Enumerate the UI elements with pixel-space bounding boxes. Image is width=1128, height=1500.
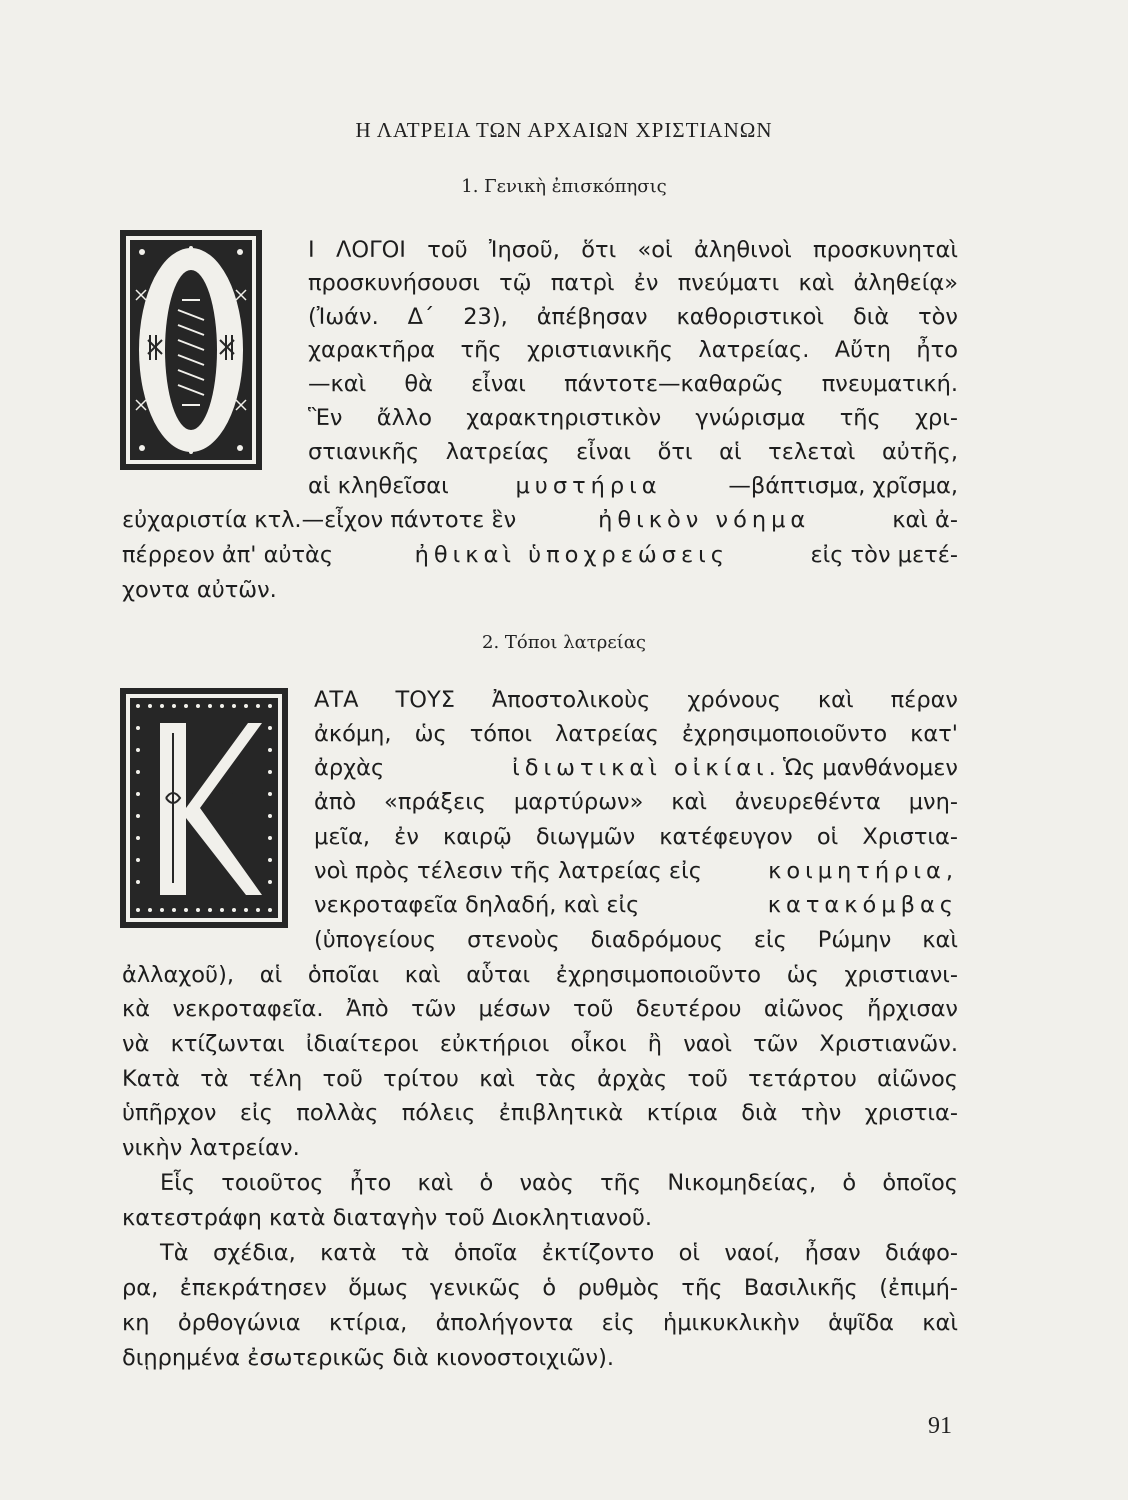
text-line: ἀλλαχοῦ), αἱ ὁποῖαι καὶ αὗται ἐχρησιμοποιοῦντο ὡς χριστιανι-	[122, 962, 958, 988]
text-line	[314, 890, 958, 920]
emphasized-term: ἠθικαὶ ὑποχρεώσεις	[414, 542, 729, 568]
text-line: μεῖα, ἐν καιρῷ διωγμῶν κατέφευγον οἱ Χριστια-	[314, 824, 958, 850]
text-fragment: εἰς τὸν μετέ-	[810, 542, 958, 568]
text-fragment: —βάπτισμα, χρῖσμα,	[728, 473, 958, 499]
emphasized-term: ἠθικὸν νόημα	[598, 507, 811, 533]
text-line: ΑΤΑ ΤΟΥΣ Ἀποστολικοὺς χρόνους καὶ πέραν	[314, 687, 958, 713]
text-line: Κατὰ τὰ τέλη τοῦ τρίτου καὶ τὰς ἀρχὰς τοῦ τετάρτου αἰῶνος	[122, 1066, 958, 1092]
page-title: Η ΛΑΤΡΕΙΑ ΤΩΝ ΑΡΧΑΙΩΝ ΧΡΙΣΤΙΑΝΩΝ	[355, 118, 773, 142]
text-line: —καὶ θὰ εἶναι πάντοτε—καθαρῶς πνευματική.	[308, 371, 958, 397]
emphasized-term: κοιμητήρια,	[768, 858, 958, 884]
text-fragment: καὶ ἀ-	[892, 507, 958, 533]
text-line: Τὰ σχέδια, κατὰ τὰ ὁποῖα ἐκτίζοντο οἱ ναοί, ἦσαν διάφο-	[160, 1240, 958, 1266]
text-line: διῃρημένα ἐσωτερικῶς διὰ κιονοστοιχιῶν).	[122, 1345, 615, 1371]
text-line: προσκυνήσουσι τῷ πατρὶ ἐν πνεύματι καὶ ἀληθείᾳ»	[308, 270, 958, 296]
text-line: κὰ νεκροταφεῖα. Ἀπὸ τῶν μέσων τοῦ δευτέρου αἰῶνος ἤρχισαν	[122, 996, 958, 1022]
text-line: νὰ κτίζωνται ἰδιαίτεροι εὐκτήριοι οἶκοι ἢ ναοὶ τῶν Χριστιανῶν.	[122, 1031, 958, 1057]
text-line: ὑπῆρχον εἰς πολλὰς πόλεις ἐπιβλητικὰ κτίρια διὰ τὴν χριστια-	[122, 1100, 958, 1126]
text-line: στιανικῆς λατρείας εἶναι ὅτι αἱ τελεταὶ αὐτῆς,	[308, 439, 958, 465]
text-fragment: νεκροταφεῖα δηλαδή, καὶ εἰς	[314, 892, 640, 918]
text-fragment: αἱ κληθεῖσαι	[308, 473, 449, 499]
text-line	[308, 471, 958, 501]
text-line: Ι ΛΟΓΟΙ τοῦ Ἰησοῦ, ὅτι «οἱ ἀληθινοὶ προσκυνηταὶ	[308, 237, 958, 263]
section-heading-general-overview: 1. Γενικὴ ἐπισκόπησις	[461, 176, 667, 197]
emphasized-term: μυστήρια	[515, 473, 662, 499]
text-line: (ὑπογείους στενοὺς διαδρόμους εἰς Ρώμην καὶ	[314, 927, 958, 953]
section-heading-places-of-worship: 2. Τόποι λατρείας	[482, 632, 646, 653]
text-line	[122, 540, 958, 570]
text-line	[314, 753, 958, 783]
text-line	[122, 505, 958, 535]
text-line: κατεστράφη κατὰ διαταγὴν τοῦ Διοκλητιανοῦ.	[122, 1205, 653, 1231]
text-line: νικὴν λατρείαν.	[122, 1135, 300, 1161]
text-fragment: νοὶ πρὸς τέλεσιν τῆς λατρείας εἰς	[314, 858, 702, 884]
emphasized-term: κατακόμβας	[767, 892, 958, 918]
text-line: ρα, ἐπεκράτησεν ὅμως γενικῶς ὁ ρυθμὸς τῆς Βασιλικῆς (ἐπιμή-	[122, 1275, 958, 1301]
text-line: χαρακτῆρα τῆς χριστιανικῆς λατρείας. Αὔτη ἦτο	[308, 337, 958, 363]
text-fragment: πέρρεον ἀπ' αὐτὰς	[122, 542, 334, 568]
text-fragment: . Ὡς μανθάνομεν	[768, 755, 958, 781]
text-line: ἀπὸ «πράξεις μαρτύρων» καὶ ἀνευρεθέντα μνη-	[314, 789, 958, 815]
decorated-initial-omicron	[120, 230, 262, 470]
text-fragment: εὐχαριστία κτλ.—εἶχον πάντοτε ἓν	[122, 507, 517, 533]
text-line	[314, 856, 958, 886]
page-number: 91	[928, 1413, 952, 1439]
text-fragment	[512, 753, 958, 783]
text-line: χοντα αὐτῶν.	[122, 577, 277, 603]
text-fragment: ἀρχὰς	[314, 755, 385, 781]
text-line: κη ὀρθογώνια κτίρια, ἀπολήγοντα εἰς ἡμικυκλικὴν ἁψῖδα καὶ	[122, 1310, 958, 1336]
decorated-initial-kappa	[120, 688, 288, 928]
emphasized-term: ἰδιωτικαὶ οἰκίαι	[512, 755, 769, 781]
text-line: Ἓν ἄλλο χαρακτηριστικὸν γνώρισμα τῆς χρι-	[308, 405, 958, 431]
text-line: (Ἰωάν. Δ΄ 23), ἀπέβησαν καθοριστικοὶ διὰ τὸν	[308, 304, 958, 330]
text-line: ἀκόμη, ὡς τόποι λατρείας ἐχρησιμοποιοῦντο κατ'	[314, 721, 958, 747]
text-line: Εἷς τοιοῦτος ἦτο καὶ ὁ ναὸς τῆς Νικομηδείας, ὁ ὁποῖος	[160, 1170, 958, 1196]
